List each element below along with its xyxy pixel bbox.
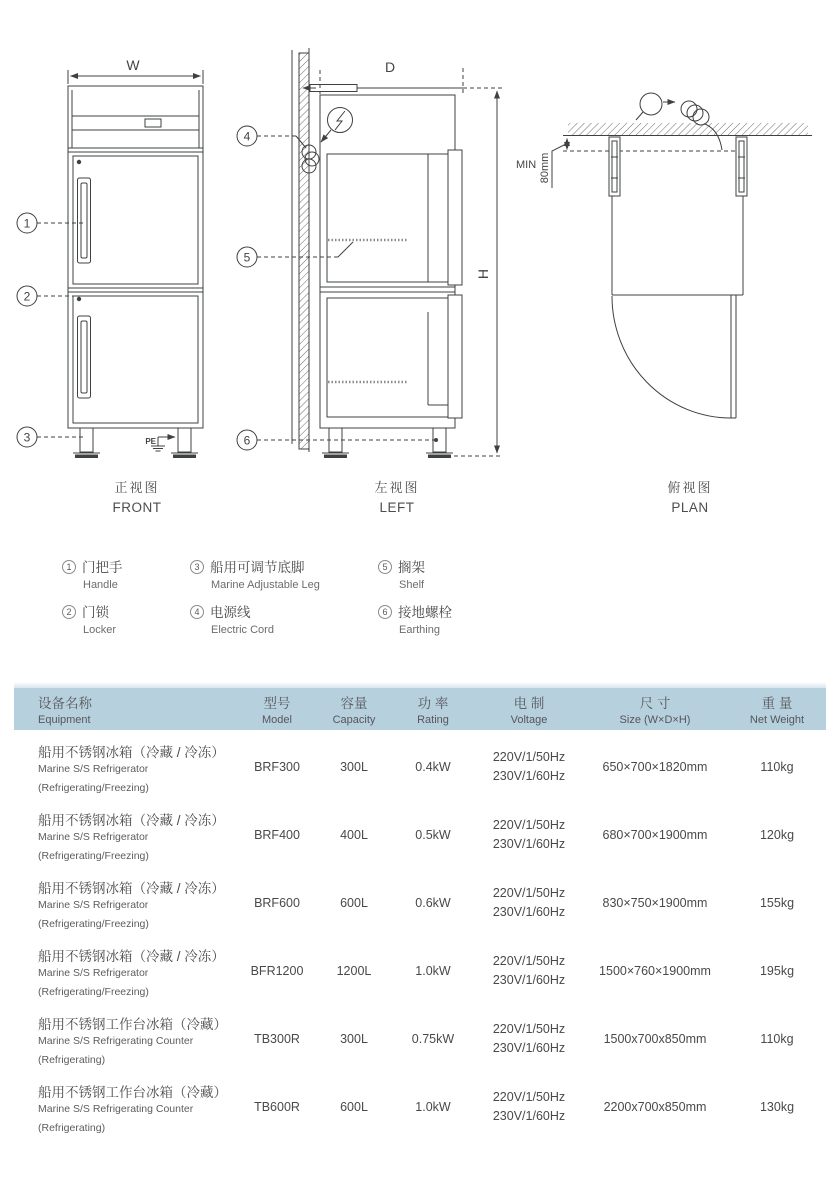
cell-equipment: 船用不锈钢冰箱（冷藏 / 冷冻） Marine S/S Refrigerator (Refrigerating/Freezing) bbox=[38, 880, 225, 930]
plan-wall-hatch bbox=[568, 123, 808, 135]
cell-weight: 120kg bbox=[759, 828, 795, 842]
legend-item-shelf bbox=[378, 556, 452, 591]
plan-right-bracket bbox=[736, 137, 747, 196]
legend-en-5: Shelf bbox=[399, 579, 425, 591]
cell-capacity: 600L bbox=[340, 1100, 368, 1114]
legend-en-2: Locker bbox=[83, 624, 117, 636]
svg-text:5: 5 bbox=[243, 250, 251, 265]
left-view-drawing bbox=[237, 48, 503, 458]
upper-door-side bbox=[448, 150, 462, 285]
front-caption-cn: 正视图 bbox=[114, 480, 160, 495]
legend-item-electric-cord bbox=[190, 601, 320, 636]
header-capacity: 容量 Capacity bbox=[332, 696, 376, 726]
pe-label: PE bbox=[145, 437, 156, 446]
cell-rating: 0.5kW bbox=[415, 828, 451, 842]
cell-size: 2200x700x850mm bbox=[603, 1100, 707, 1114]
front-width-dim-label: W bbox=[126, 57, 140, 73]
cell-equipment: 船用不锈钢冰箱（冷藏 / 冷冻） Marine S/S Refrigerator (Refrigerating/Freezing) bbox=[38, 948, 225, 998]
pe-ground-symbol bbox=[145, 437, 175, 451]
table-row-bfr1200 bbox=[14, 937, 826, 1005]
cell-model: TB600R bbox=[254, 1100, 300, 1114]
cell-model: BFR1200 bbox=[250, 964, 304, 978]
upper-lock-dot bbox=[77, 160, 81, 164]
svg-text:2: 2 bbox=[23, 289, 31, 304]
cell-capacity: 600L bbox=[340, 896, 368, 910]
legend-num-3: 3 bbox=[190, 560, 204, 574]
plan-left-bracket bbox=[609, 137, 620, 196]
legend-cn-5: 搁架 bbox=[398, 560, 425, 575]
left-height-dim-label: H bbox=[475, 268, 491, 280]
header-size: 尺 寸 Size (W×D×H) bbox=[619, 696, 691, 726]
legend-en-4: Electric Cord bbox=[211, 624, 274, 636]
cell-rating: 0.75kW bbox=[411, 1032, 455, 1046]
cell-model: BRF300 bbox=[254, 760, 300, 774]
wall-hatch bbox=[299, 53, 309, 449]
wall-bracket bbox=[310, 85, 357, 92]
legend-num-1: 1 bbox=[62, 560, 76, 574]
cell-voltage: 220V/1/50Hz 230V/1/60Hz bbox=[492, 817, 566, 851]
control-display bbox=[145, 119, 161, 127]
cell-voltage: 220V/1/50Hz 230V/1/60Hz bbox=[492, 749, 566, 783]
cell-capacity: 300L bbox=[340, 760, 368, 774]
front-left-leg bbox=[80, 428, 93, 452]
lower-handle bbox=[78, 316, 91, 398]
legend-num-2: 2 bbox=[62, 605, 76, 619]
clearance-label: 80mm bbox=[539, 152, 551, 184]
plan-plug-symbol bbox=[636, 93, 722, 150]
cell-size: 1500x700x850mm bbox=[603, 1032, 707, 1046]
front-caption-en: FRONT bbox=[112, 500, 162, 515]
legend-en-1: Handle bbox=[83, 579, 118, 591]
cell-rating: 1.0kW bbox=[415, 1100, 451, 1114]
cell-size: 680×700×1900mm bbox=[602, 828, 708, 842]
plan-caption-cn: 俯视图 bbox=[667, 480, 713, 495]
legend-cn-2: 门锁 bbox=[82, 605, 109, 620]
left-caption-cn: 左视图 bbox=[374, 480, 420, 495]
legend-cn-3: 船用可调节底脚 bbox=[210, 560, 305, 575]
table-row-tb600r bbox=[14, 1073, 826, 1141]
header-voltage: 电 制 Voltage bbox=[510, 696, 548, 726]
table-header-row bbox=[14, 688, 826, 730]
legend-en-3: Marine Adjustable Leg bbox=[211, 579, 320, 591]
front-right-leg bbox=[178, 428, 191, 452]
technical-drawings bbox=[0, 0, 830, 470]
table-row-tb300r bbox=[14, 1005, 826, 1073]
legend-num-4: 4 bbox=[190, 605, 204, 619]
svg-text:4: 4 bbox=[243, 129, 251, 144]
lower-door-side bbox=[448, 295, 462, 418]
cell-size: 650×700×1820mm bbox=[602, 760, 708, 774]
cell-rating: 1.0kW bbox=[415, 964, 451, 978]
front-callouts bbox=[17, 213, 85, 447]
plan-view-drawing bbox=[516, 93, 812, 418]
cell-rating: 0.6kW bbox=[415, 896, 451, 910]
cell-weight: 110kg bbox=[760, 1032, 794, 1046]
cell-model: BRF400 bbox=[254, 828, 300, 842]
legend-cn-6: 接地螺栓 bbox=[398, 605, 452, 620]
left-view-caption bbox=[335, 477, 459, 515]
lower-door bbox=[73, 296, 198, 423]
svg-text:6: 6 bbox=[243, 433, 251, 448]
cell-weight: 195kg bbox=[759, 964, 795, 978]
cell-equipment: 船用不锈钢冰箱（冷藏 / 冷冻） Marine S/S Refrigerator (Refrigerating/Freezing) bbox=[38, 812, 225, 862]
left-callouts bbox=[237, 126, 438, 450]
table-row-brf400 bbox=[14, 801, 826, 869]
header-weight: 重 量 Net Weight bbox=[749, 696, 805, 726]
upper-door bbox=[73, 156, 198, 284]
cell-capacity: 1200L bbox=[336, 964, 372, 978]
spec-table bbox=[14, 682, 826, 1141]
header-equipment: 设备名称 Equipment bbox=[38, 696, 92, 726]
cell-voltage: 220V/1/50Hz 230V/1/60Hz bbox=[492, 1021, 566, 1055]
lower-lock-dot bbox=[77, 297, 81, 301]
header-model: 型号 Model bbox=[262, 696, 292, 726]
front-view-drawing bbox=[17, 57, 203, 458]
legend-item-earthing bbox=[378, 601, 452, 636]
plan-caption-en: PLAN bbox=[671, 500, 709, 515]
legend-cn-1: 门把手 bbox=[82, 560, 123, 575]
legend-column-1 bbox=[62, 556, 123, 646]
cell-voltage: 220V/1/50Hz 230V/1/60Hz bbox=[492, 1089, 566, 1123]
front-view-caption bbox=[75, 477, 199, 515]
cell-capacity: 300L bbox=[340, 1032, 368, 1046]
min-label: MIN bbox=[516, 159, 537, 171]
cell-weight: 130kg bbox=[759, 1100, 795, 1114]
header-rating: 功 率 Rating bbox=[417, 696, 449, 726]
table-row-brf600 bbox=[14, 869, 826, 937]
cell-capacity: 400L bbox=[340, 828, 368, 842]
upper-handle bbox=[78, 178, 91, 263]
legend-item-adjustable-leg bbox=[190, 556, 320, 591]
legend-en-6: Earthing bbox=[399, 624, 440, 636]
legend-item-locker bbox=[62, 601, 123, 636]
legend-column-2 bbox=[190, 556, 320, 646]
cell-weight: 110kg bbox=[760, 760, 794, 774]
legend-num-6: 6 bbox=[378, 605, 392, 619]
cell-voltage: 220V/1/50Hz 230V/1/60Hz bbox=[492, 953, 566, 987]
clearance-dimension bbox=[516, 139, 567, 189]
cell-equipment: 船用不锈钢工作台冰箱（冷藏） Marine S/S Refrigerating Counter (Refrigerating) bbox=[38, 1016, 227, 1066]
cell-model: BRF600 bbox=[254, 896, 300, 910]
left-caption-en: LEFT bbox=[379, 500, 415, 515]
cell-equipment: 船用不锈钢工作台冰箱（冷藏） Marine S/S Refrigerating Counter (Refrigerating) bbox=[38, 1084, 227, 1134]
legend-cn-4: 电源线 bbox=[210, 605, 251, 620]
plug-symbol bbox=[321, 108, 353, 143]
cell-weight: 155kg bbox=[759, 896, 795, 910]
svg-text:1: 1 bbox=[23, 216, 31, 231]
svg-text:3: 3 bbox=[23, 430, 31, 445]
cell-size: 830×750×1900mm bbox=[602, 896, 708, 910]
cell-equipment: 船用不锈钢冰箱（冷藏 / 冷冻） Marine S/S Refrigerator (Refrigerating/Freezing) bbox=[38, 744, 225, 794]
cell-size: 1500×760×1900mm bbox=[599, 964, 711, 978]
cell-rating: 0.4kW bbox=[415, 760, 451, 774]
plan-view-caption bbox=[628, 477, 752, 515]
cell-model: TB300R bbox=[254, 1032, 300, 1046]
table-body bbox=[14, 730, 826, 1141]
left-depth-dim-label: D bbox=[384, 59, 396, 75]
legend-column-3 bbox=[378, 556, 452, 646]
legend-item-handle bbox=[62, 556, 123, 591]
legend-num-5: 5 bbox=[378, 560, 392, 574]
table-row-brf300 bbox=[14, 733, 826, 801]
door-swing bbox=[612, 295, 736, 418]
cell-voltage: 220V/1/50Hz 230V/1/60Hz bbox=[492, 885, 566, 919]
